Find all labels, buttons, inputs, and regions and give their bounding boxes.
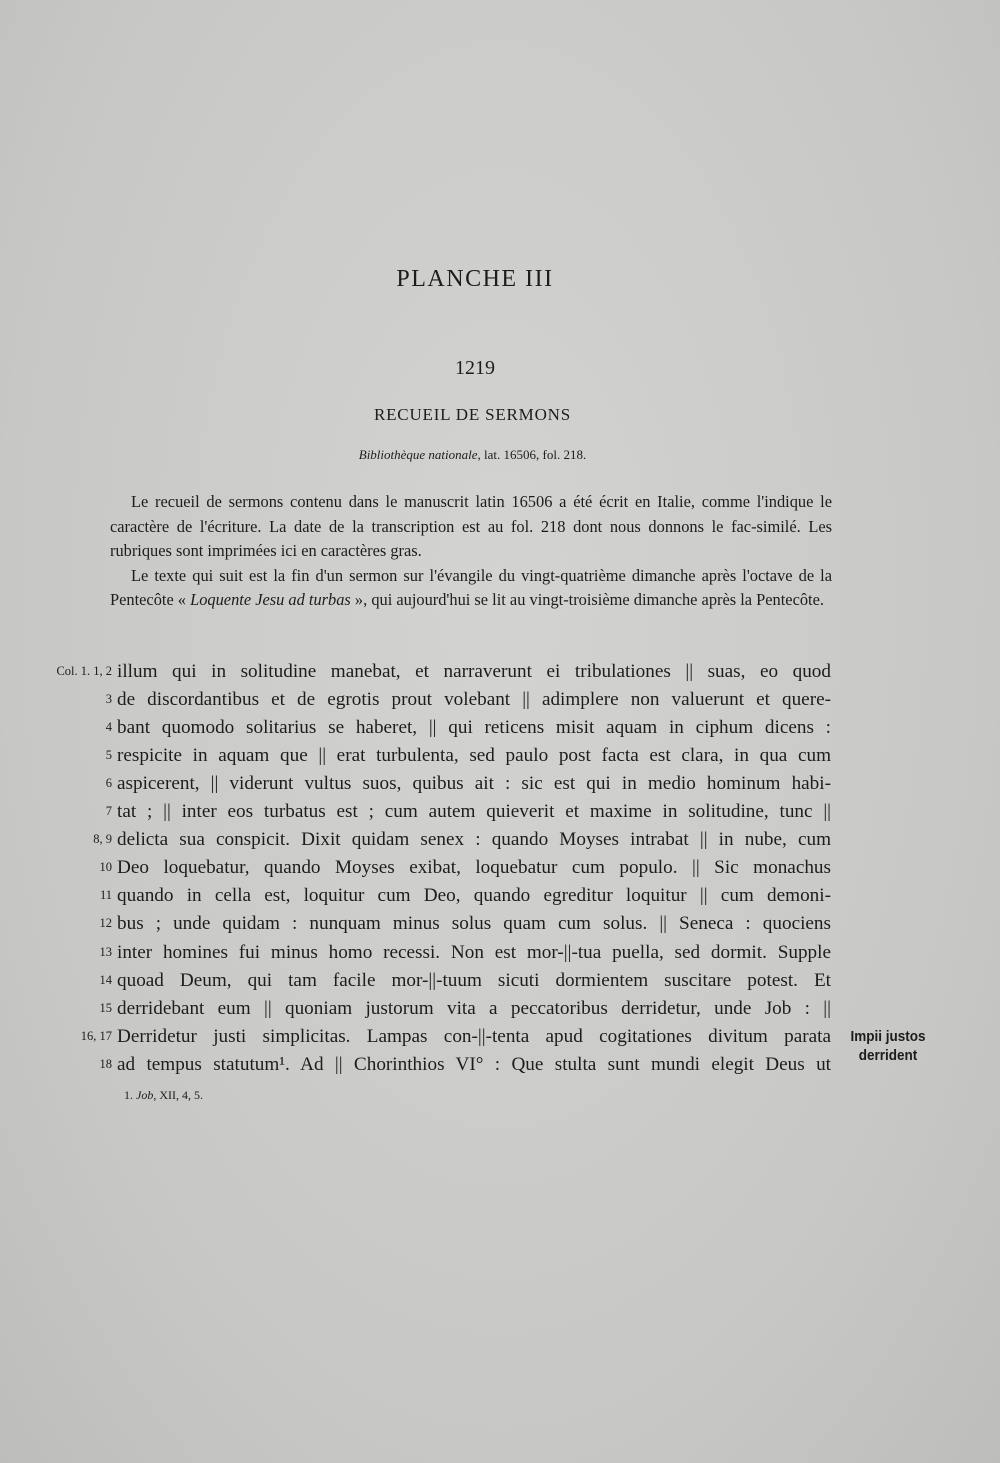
line-text: respicite in aquam que || erat turbulenta, sed paulo post facta est clara, in qua cum: [117, 745, 831, 767]
transcription-line: [0, 798, 1000, 826]
line-number: 14: [99, 972, 112, 987]
footnote-label: 1.: [124, 1088, 136, 1102]
manuscript-number: 1219: [455, 357, 495, 379]
line-number: 5: [105, 748, 112, 763]
intro-paragraph-2: [110, 564, 832, 613]
line-number: 10: [99, 860, 112, 875]
line-number: 15: [99, 1000, 112, 1015]
line-text: bant quomodo solitarius se haberet, || qui reticens misit aquam in ciphum dicens :: [117, 717, 831, 739]
source-ref: lat. 16506, fol. 218.: [484, 447, 587, 462]
transcription-line: [0, 882, 1000, 910]
footnote-ref: , XII, 4, 5.: [153, 1088, 203, 1102]
line-number: 13: [99, 944, 112, 959]
transcription-line: [0, 686, 1000, 714]
source-library: Bibliothèque nationale,: [358, 447, 481, 462]
line-text: ad tempus statutum¹. Ad || Chorinthios VI° : Que stulta sunt mundi elegit Deus ut: [117, 1053, 831, 1075]
transcription-line: [0, 939, 1000, 967]
line-number: 11: [99, 888, 112, 903]
rubric-line-2: derrident: [858, 1047, 918, 1064]
transcription-line: [0, 995, 1000, 1023]
line-text: quoad Deum, qui tam facile mor-||-tuum sicuti dormientem suscitare potest. Et: [117, 969, 831, 991]
transcription-line: [0, 658, 1000, 686]
rubric-line-1: Impii justos: [850, 1028, 926, 1045]
line-text: aspicerent, || viderunt vultus suos, quibus ait : sic est qui in medio hominum habi-: [117, 773, 831, 795]
line-text: inter homines fui minus homo recessi. Non est mor-||-tua puella, sed dormit. Supple: [117, 941, 831, 963]
intro-p2-start: Le texte qui suit est la fin d'un sermon sur l'évangile du vingt-quatrième dimanche après l'octave de la Pentecôte «: [110, 565, 832, 609]
transcription-line: [0, 714, 1000, 742]
rubric-margin-note: [843, 1027, 933, 1065]
line-text: illum qui in solitudine manebat, et narraverunt ei tribulationes || suas, eo quod: [117, 661, 831, 682]
line-number: 4: [105, 720, 112, 735]
line-text: derridebant eum || quoniam justorum vita a peccatoribus derridetur, unde Job : ||: [117, 997, 831, 1019]
transcription-line: [0, 742, 1000, 770]
line-number: 6: [105, 776, 112, 791]
subtitle: RECUEIL DE SERMONS: [373, 405, 571, 424]
line-text: delicta sua conspicit. Dixit quidam senex : quando Moyses intrabat || in nube, cum: [117, 829, 831, 851]
line-number: 3: [105, 692, 112, 707]
line-text: quando in cella est, loquitur cum Deo, quando egreditur loquitur || cum demoni-: [117, 885, 831, 907]
footnote: [124, 1088, 203, 1103]
transcription-line: [0, 826, 1000, 854]
line-number: 16, 17: [80, 1028, 112, 1043]
line-text: de discordantibus et de egrotis prout volebant || adimplere non valuerunt et quere-: [117, 689, 831, 711]
transcription-line: [0, 967, 1000, 995]
page-title: PLANCHE III: [396, 266, 554, 292]
source-reference: [0, 447, 945, 463]
line-number: 8, 9: [93, 832, 112, 847]
transcription-line: [0, 910, 1000, 938]
line-text: bus ; unde quidam : nunquam minus solus quam cum solus. || Seneca : quociens: [117, 913, 831, 935]
transcription-line: [0, 854, 1000, 882]
intro-p2-emphasis: Loquente Jesu ad turbas: [190, 590, 351, 609]
intro-paragraph-1: Le recueil de sermons contenu dans le manuscrit latin 16506 a été écrit en Italie, comme l'indique le caractère de l'écriture. La date de la transcription est au fol. 218 dont nous donnons le fac-similé. Les rubriques sont imprimées ici en caractères gras.: [110, 492, 832, 560]
line-text: Derridetur justi simplicitas. Lampas con-||-tenta apud cogitationes divitum parata: [117, 1025, 831, 1047]
line-number: 12: [99, 916, 112, 931]
footnote-book: Job: [136, 1088, 154, 1102]
transcription-line: [0, 770, 1000, 798]
intro-p2-end: », qui aujourd'hui se lit au vingt-troisième dimanche après la Pentecôte.: [350, 590, 824, 609]
line-number: 7: [105, 804, 112, 819]
line-text: Deo loquebatur, quando Moyses exibat, loquebatur cum populo. || Sic monachus: [117, 857, 831, 879]
introduction: [110, 490, 832, 613]
line-text: tat ; || inter eos turbatus est ; cum autem quieverit et maxime in solitudine, tunc ||: [117, 801, 831, 823]
line-number: Col. 1. 1, 2: [56, 664, 112, 678]
line-number: 18: [99, 1056, 112, 1071]
